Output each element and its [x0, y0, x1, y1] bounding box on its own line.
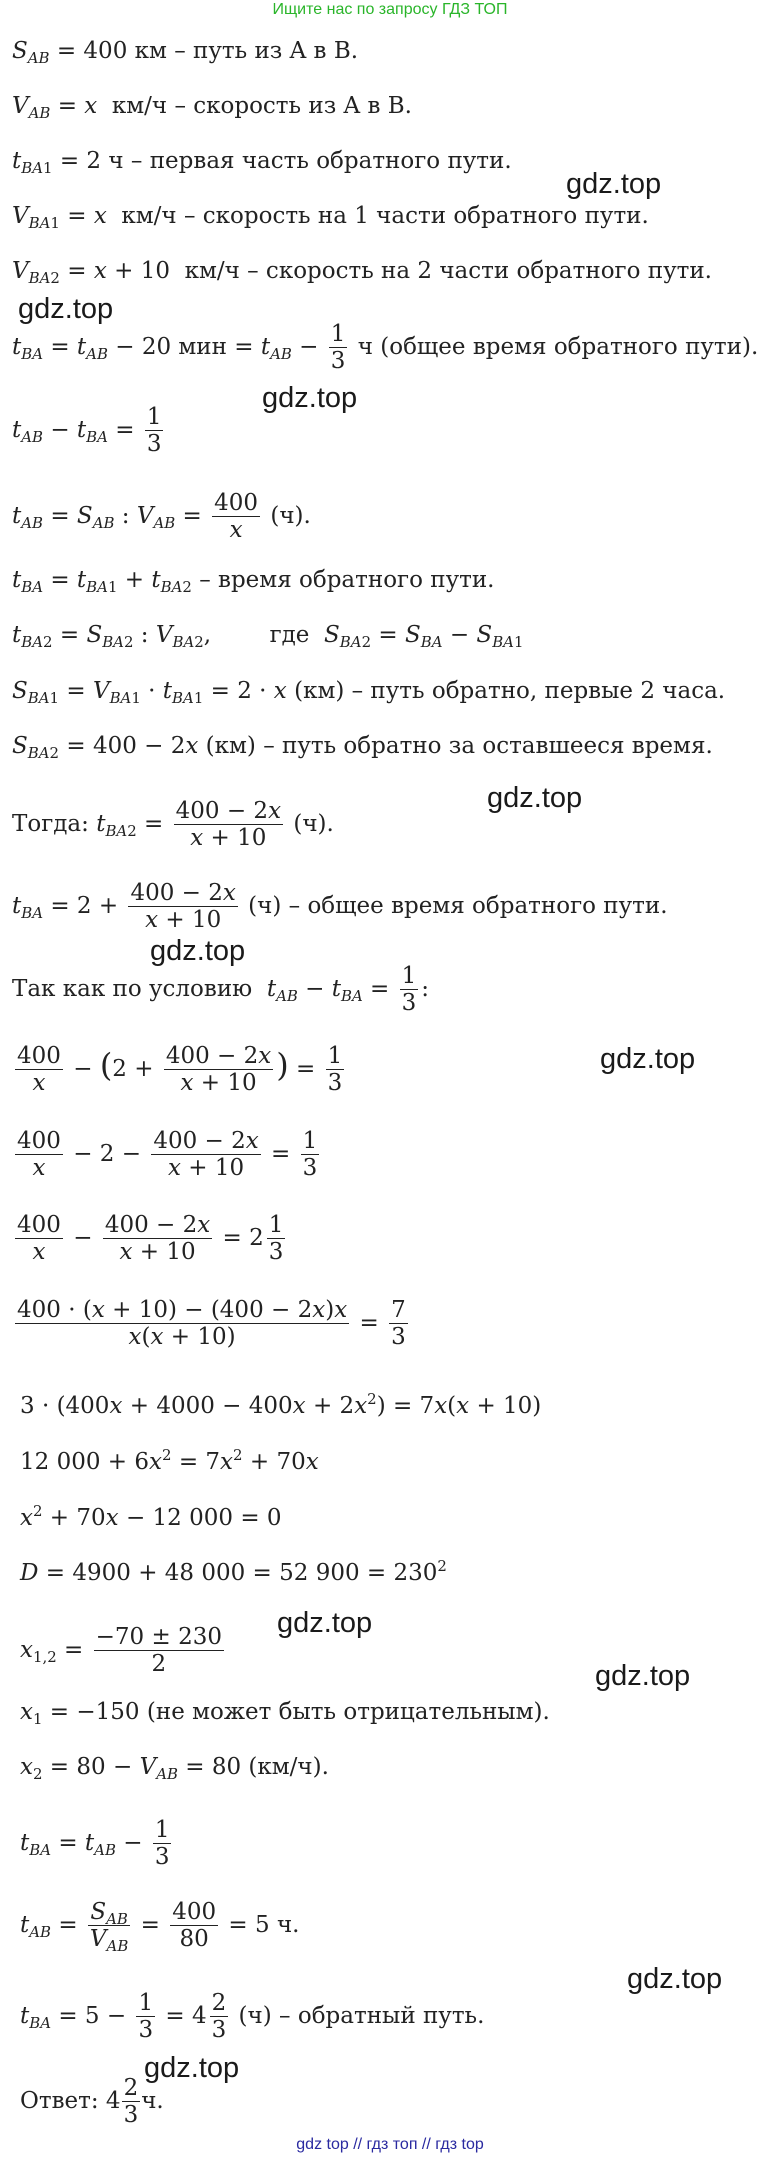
- math-line: $x^2 + 70x - 12$ 000 = 0: [20, 1502, 282, 1531]
- math-line: $V_{AB} = x$ км/ч – скорость из A в B.: [12, 93, 412, 123]
- math-line: $S_{AB} = 400$ км – путь из A в B.: [12, 38, 359, 68]
- math-line: $t_{AB} - t_{BA}$ = $\frac{1}{3}$: [12, 404, 162, 458]
- watermark: gdz.top: [595, 1660, 691, 1692]
- math-line: $S_{BA2} = 400 - 2x$ (км) – путь обратно за оставшееся время.: [12, 733, 713, 763]
- math-line: $V_{BA2} = x + 10$ км/ч – скорость на 2 части обратного пути.: [12, 258, 712, 288]
- answer-line: Ответ: 4 $\frac{2}{3}$ ч.: [20, 2075, 164, 2129]
- footer-links[interactable]: gdz top // гдз топ // гдз top: [296, 2136, 484, 2153]
- math-line: $t_{BA} = 5$ − $\frac{1}{3}$ = 4 $\frac{2}{3}$ (ч) – обратный путь.: [20, 1990, 485, 2044]
- math-line: $x_{1,2}$ = $\frac{-70 \pm 230}{2}$: [20, 1624, 222, 1678]
- math-line: $S_{BA1} = V_{BA1} \cdot t_{BA1} = 2 \cdot x$ (км) – путь обратно, первые 2 часа.: [12, 678, 726, 708]
- math-line: Тогда: $t_{BA2}$ = $\frac{400 - 2x}{x + 10}$ (ч).: [12, 798, 334, 852]
- watermark: gdz.top: [566, 168, 662, 200]
- watermark: gdz.top: [18, 293, 114, 325]
- math-line: $t_{BA} = t_{BA1} + t_{BA2}$ – время обратного пути.: [12, 567, 495, 597]
- math-line: 12 $000 + 6x^2 = 7x^2 + 70x$: [20, 1446, 319, 1475]
- math-line: $3 \cdot (400x + 4000 - 400x + 2x^2) = 7x(x + 10)$: [20, 1390, 542, 1419]
- math-line: $\frac{400}{x}$ − 2 − $\frac{400 - 2x}{x + 10}$ = $\frac{1}{3}$: [17, 1128, 318, 1182]
- watermark: gdz.top: [277, 1607, 373, 1639]
- math-line: D = 4900 + 48 000 = 52 $900 = 230^2$: [20, 1557, 447, 1586]
- math-line: $x_2 = 80 - V_{AB} = 80$ (км/ч).: [20, 1754, 329, 1784]
- math-line: $\frac{400}{x}$ − (2 + $\frac{400 - 2x}{x + 10}$ ) = $\frac{1}{3}$: [17, 1043, 343, 1097]
- watermark: gdz.top: [150, 935, 246, 967]
- math-line: $t_{AB}$ = $\frac{S_{AB}}{V_{AB}}$ = $\frac{400}{80}$ = 5 ч.: [20, 1899, 300, 1956]
- math-line: $t_{BA1} = 2$ ч – первая часть обратного пути.: [12, 148, 512, 178]
- math-line: $t_{AB} = S_{AB}$ : $V_{AB}$ = $\frac{400}{x}$ (ч).: [12, 490, 311, 544]
- math-line: $t_{BA2} = S_{BA2}$ : $V_{BA2}$, где $S_{BA2} = S_{BA} - S_{BA1}$: [12, 622, 524, 652]
- math-line: $\frac{400 \cdot (x + 10) - (400 - 2x)x}{x(x + 10)}$ = $\frac{7}{3}$: [17, 1297, 406, 1351]
- watermark: gdz.top: [487, 782, 583, 814]
- math-line: $\frac{400}{x}$ − $\frac{400 - 2x}{x + 10}$ = 2 $\frac{1}{3}$: [17, 1212, 284, 1266]
- math-line: $V_{BA1} = x$ км/ч – скорость на 1 части обратного пути.: [12, 203, 649, 233]
- math-line: Так как по условию $t_{AB} - t_{BA}$ = $\frac{1}{3}$ :: [12, 963, 430, 1017]
- watermark: gdz.top: [600, 1043, 696, 1075]
- math-line: $x_1 = -150$ (не может быть отрицательным).: [20, 1699, 550, 1729]
- search-banner: Ищите нас по запросу ГДЗ ТОП: [272, 1, 508, 18]
- watermark: gdz.top: [262, 382, 358, 414]
- watermark: gdz.top: [627, 1963, 723, 1995]
- math-line: $t_{BA} = 2$ + $\frac{400 - 2x}{x + 10}$ (ч) – общее время обратного пути.: [12, 880, 668, 934]
- math-line: $t_{BA} = t_{AB} - 20$ мин = $t_{AB}$ − $\frac{1}{3}$ ч (общее время обратного пути).: [12, 321, 759, 375]
- watermark: gdz.top: [144, 2052, 240, 2084]
- math-line: $t_{BA} = t_{AB}$ − $\frac{1}{3}$: [20, 1817, 170, 1871]
